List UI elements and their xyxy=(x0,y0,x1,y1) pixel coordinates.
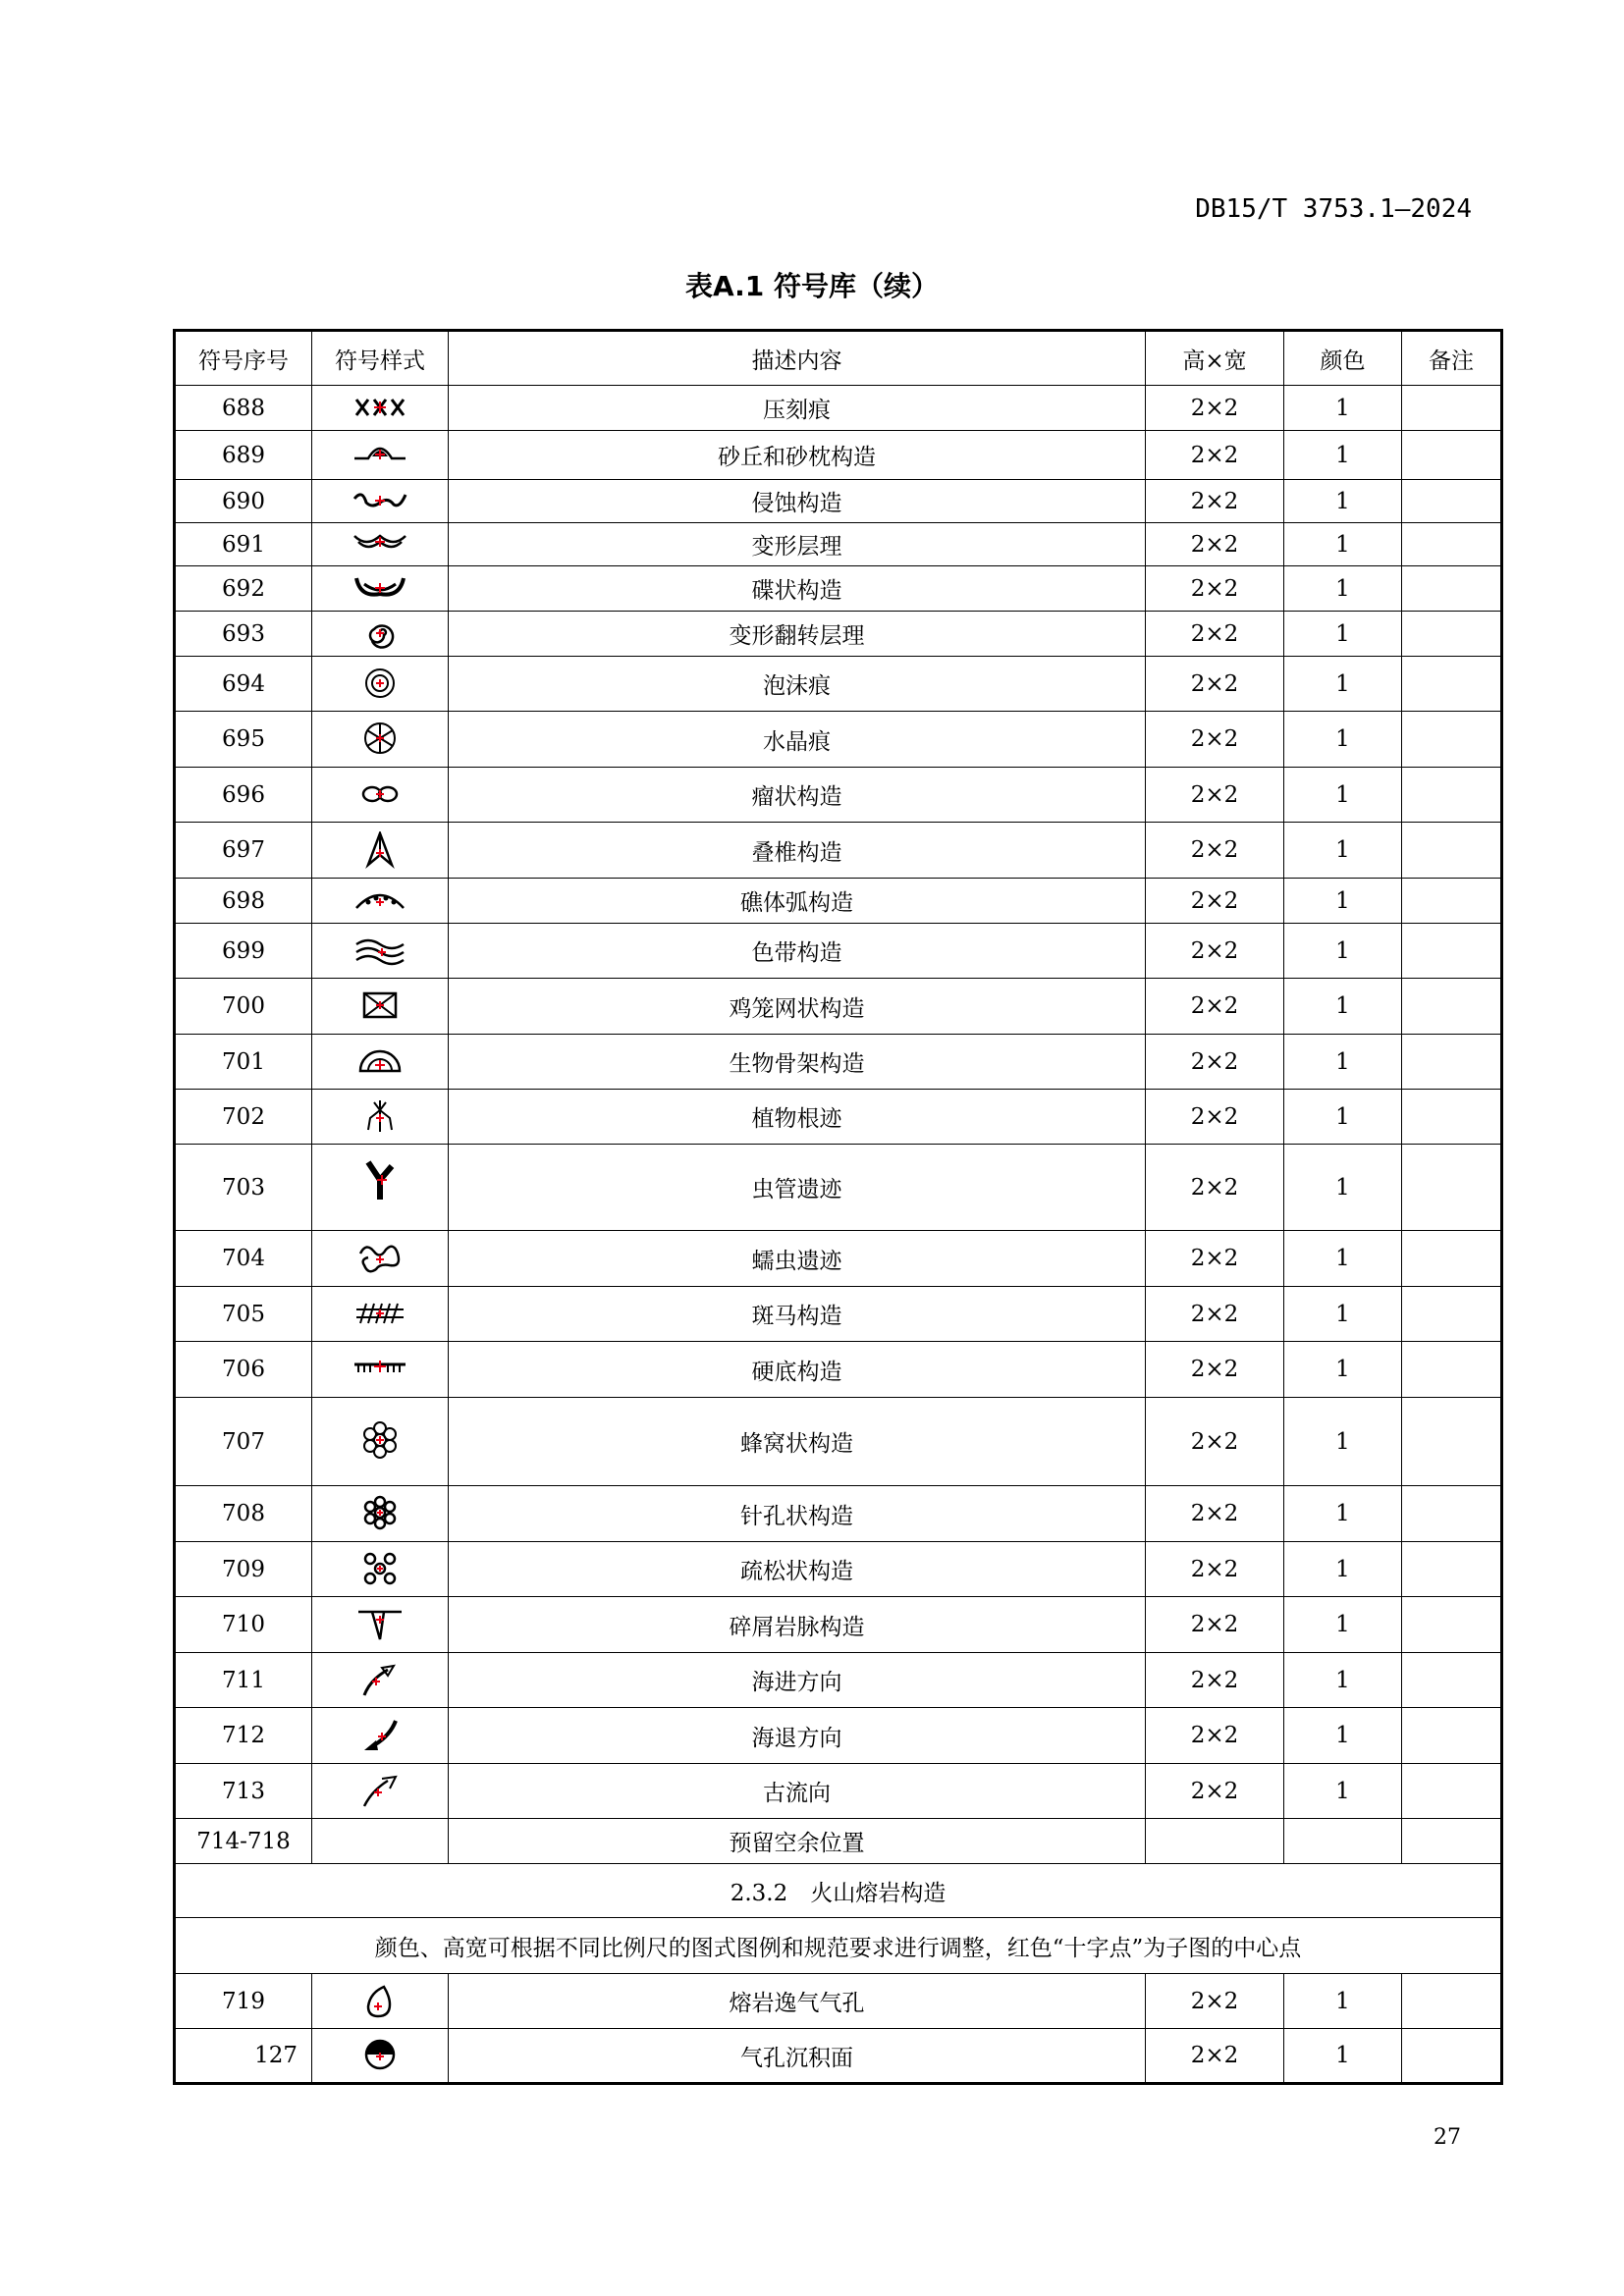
symbol-id: 699 xyxy=(175,924,312,979)
symbol-color: 1 xyxy=(1284,1287,1402,1342)
symbol-remark xyxy=(1402,1708,1502,1764)
symbol-remark xyxy=(1402,1090,1502,1145)
document-code: DB15/T 3753.1—2024 xyxy=(1195,194,1472,224)
symbol-color: 1 xyxy=(1284,480,1402,523)
table-row xyxy=(175,712,1502,768)
color-band-icon xyxy=(351,933,409,970)
symbol-style xyxy=(312,523,449,566)
symbol-remark xyxy=(1402,612,1502,657)
symbol-size: 2×2 xyxy=(1146,612,1284,657)
worm-tube-icon xyxy=(351,1158,409,1217)
symbol-remark xyxy=(1402,1819,1502,1864)
symbol-size: 2×2 xyxy=(1146,924,1284,979)
symbol-remark xyxy=(1402,1342,1502,1398)
symbol-description: 气孔沉积面 xyxy=(449,2029,1146,2084)
symbol-style xyxy=(312,1819,449,1864)
symbol-size: 2×2 xyxy=(1146,823,1284,879)
symbol-remark xyxy=(1402,480,1502,523)
spiral-icon xyxy=(351,615,409,653)
symbol-color: 1 xyxy=(1284,2029,1402,2084)
crystal-icon xyxy=(351,721,409,758)
column-header-symbol: 符号样式 xyxy=(312,331,449,386)
symbol-description: 海进方向 xyxy=(449,1653,1146,1708)
symbol-size: 2×2 xyxy=(1146,879,1284,924)
table-row xyxy=(175,386,1502,431)
erosion-icon xyxy=(351,483,409,520)
symbol-remark xyxy=(1402,1231,1502,1287)
symbol-color: 1 xyxy=(1284,566,1402,612)
symbol-description: 压刻痕 xyxy=(449,386,1146,431)
symbol-style xyxy=(312,2029,449,2084)
symbol-remark xyxy=(1402,1764,1502,1819)
symbol-remark xyxy=(1402,979,1502,1035)
symbol-remark xyxy=(1402,924,1502,979)
symbol-style xyxy=(312,566,449,612)
symbol-color: 1 xyxy=(1284,1231,1402,1287)
symbol-color: 1 xyxy=(1284,1708,1402,1764)
symbol-color: 1 xyxy=(1284,386,1402,431)
table-row xyxy=(175,1231,1502,1287)
root-icon xyxy=(351,1098,409,1136)
hardground-icon xyxy=(351,1351,409,1388)
table-row xyxy=(175,1342,1502,1398)
symbol-style xyxy=(312,1231,449,1287)
symbol-size: 2×2 xyxy=(1146,768,1284,823)
symbol-description: 碟状构造 xyxy=(449,566,1146,612)
symbol-remark xyxy=(1402,1974,1502,2029)
symbol-color: 1 xyxy=(1284,523,1402,566)
symbol-size: 2×2 xyxy=(1146,1231,1284,1287)
symbol-remark xyxy=(1402,1597,1502,1653)
symbol-style xyxy=(312,1708,449,1764)
table-row xyxy=(175,1035,1502,1090)
symbol-description: 植物根迹 xyxy=(449,1090,1146,1145)
foam-icon xyxy=(351,666,409,703)
symbol-remark xyxy=(1402,712,1502,768)
symbol-style xyxy=(312,768,449,823)
symbol-id: 713 xyxy=(175,1764,312,1819)
table-row xyxy=(175,1287,1502,1342)
symbol-size: 2×2 xyxy=(1146,1653,1284,1708)
symbol-description: 水晶痕 xyxy=(449,712,1146,768)
symbol-id: 695 xyxy=(175,712,312,768)
symbol-style xyxy=(312,1542,449,1597)
symbol-id: 707 xyxy=(175,1398,312,1486)
symbol-description: 蜂窝状构造 xyxy=(449,1398,1146,1486)
symbol-size: 2×2 xyxy=(1146,566,1284,612)
symbol-remark xyxy=(1402,1035,1502,1090)
clastic-dike-icon xyxy=(351,1606,409,1643)
symbol-remark xyxy=(1402,1287,1502,1342)
symbol-id: 689 xyxy=(175,431,312,480)
symbol-size: 2×2 xyxy=(1146,1090,1284,1145)
symbol-size: 2×2 xyxy=(1146,1287,1284,1342)
table-row xyxy=(175,1708,1502,1764)
table-row xyxy=(175,1653,1502,1708)
honeycomb-icon xyxy=(351,1418,409,1466)
table-row xyxy=(175,566,1502,612)
symbol-description: 砂丘和砂枕构造 xyxy=(449,431,1146,480)
symbol-remark xyxy=(1402,386,1502,431)
symbol-color: 1 xyxy=(1284,924,1402,979)
paleocurrent-arrow-icon xyxy=(351,1773,409,1810)
symbol-style xyxy=(312,823,449,879)
symbol-id: 706 xyxy=(175,1342,312,1398)
worm-trace-icon xyxy=(351,1240,409,1277)
symbol-color: 1 xyxy=(1284,879,1402,924)
bio-frame-icon xyxy=(351,1043,409,1081)
section-heading: 2.3.2 火山熔岩构造 xyxy=(175,1864,1502,1918)
symbol-color xyxy=(1284,1819,1402,1864)
symbol-remark xyxy=(1402,657,1502,712)
symbol-color: 1 xyxy=(1284,657,1402,712)
symbol-id: 700 xyxy=(175,979,312,1035)
symbol-description: 侵蚀构造 xyxy=(449,480,1146,523)
lava-vesicle-icon xyxy=(351,1983,409,2020)
symbol-id: 702 xyxy=(175,1090,312,1145)
symbol-description: 熔岩逸气气孔 xyxy=(449,1974,1146,2029)
regression-arrow-icon xyxy=(351,1717,409,1754)
symbol-size: 2×2 xyxy=(1146,1542,1284,1597)
table-row xyxy=(175,480,1502,523)
symbol-style xyxy=(312,1764,449,1819)
symbol-id: 694 xyxy=(175,657,312,712)
page-number: 27 xyxy=(1434,2125,1461,2150)
symbol-size: 2×2 xyxy=(1146,480,1284,523)
section-heading-row xyxy=(175,1864,1502,1918)
table-row xyxy=(175,1764,1502,1819)
symbol-description: 碎屑岩脉构造 xyxy=(449,1597,1146,1653)
symbol-description: 虫管遗迹 xyxy=(449,1145,1146,1231)
symbol-description: 鸡笼网状构造 xyxy=(449,979,1146,1035)
symbol-style xyxy=(312,1398,449,1486)
symbol-color: 1 xyxy=(1284,1090,1402,1145)
symbol-id: 691 xyxy=(175,523,312,566)
zebra-icon xyxy=(351,1296,409,1333)
symbol-style xyxy=(312,386,449,431)
symbol-remark xyxy=(1402,823,1502,879)
column-header-remark: 备注 xyxy=(1402,331,1502,386)
symbol-style xyxy=(312,1287,449,1342)
symbol-remark xyxy=(1402,2029,1502,2084)
table-row xyxy=(175,1597,1502,1653)
symbol-description: 变形翻转层理 xyxy=(449,612,1146,657)
symbol-size: 2×2 xyxy=(1146,1035,1284,1090)
symbol-size: 2×2 xyxy=(1146,712,1284,768)
table-row xyxy=(175,1974,1502,2029)
transgression-arrow-icon xyxy=(351,1662,409,1699)
symbol-id: 697 xyxy=(175,823,312,879)
xxx-icon xyxy=(351,390,409,427)
symbol-description: 疏松状构造 xyxy=(449,1542,1146,1597)
nodule-icon xyxy=(351,776,409,814)
symbol-color: 1 xyxy=(1284,1597,1402,1653)
symbol-remark xyxy=(1402,1486,1502,1542)
symbol-id: 719 xyxy=(175,1974,312,2029)
symbol-id: 711 xyxy=(175,1653,312,1708)
symbol-style xyxy=(312,1090,449,1145)
symbol-id: 712 xyxy=(175,1708,312,1764)
symbol-color: 1 xyxy=(1284,612,1402,657)
symbol-description: 预留空余位置 xyxy=(449,1819,1146,1864)
symbol-remark xyxy=(1402,1653,1502,1708)
symbol-id: 710 xyxy=(175,1597,312,1653)
symbol-id: 693 xyxy=(175,612,312,657)
table-row xyxy=(175,768,1502,823)
symbol-remark xyxy=(1402,879,1502,924)
symbol-size: 2×2 xyxy=(1146,657,1284,712)
symbol-style xyxy=(312,612,449,657)
symbol-description: 瘤状构造 xyxy=(449,768,1146,823)
symbol-size: 2×2 xyxy=(1146,523,1284,566)
symbol-style xyxy=(312,979,449,1035)
symbol-color: 1 xyxy=(1284,1764,1402,1819)
symbol-size: 2×2 xyxy=(1146,979,1284,1035)
table-row xyxy=(175,523,1502,566)
symbol-id: 704 xyxy=(175,1231,312,1287)
table-row xyxy=(175,1398,1502,1486)
column-header-size: 高×宽 xyxy=(1146,331,1284,386)
symbol-style xyxy=(312,1145,449,1231)
symbol-style xyxy=(312,1597,449,1653)
symbol-size xyxy=(1146,1819,1284,1864)
symbol-style xyxy=(312,1653,449,1708)
symbol-color: 1 xyxy=(1284,768,1402,823)
symbol-style xyxy=(312,1035,449,1090)
symbol-color: 1 xyxy=(1284,1035,1402,1090)
table-row xyxy=(175,924,1502,979)
symbol-id: 708 xyxy=(175,1486,312,1542)
symbol-style xyxy=(312,1974,449,2029)
symbol-size: 2×2 xyxy=(1146,1597,1284,1653)
symbol-description: 蠕虫遗迹 xyxy=(449,1231,1146,1287)
symbol-style xyxy=(312,1342,449,1398)
symbol-id: 703 xyxy=(175,1145,312,1231)
symbol-size: 2×2 xyxy=(1146,1764,1284,1819)
table-row xyxy=(175,1486,1502,1542)
column-header-id: 符号序号 xyxy=(175,331,312,386)
symbol-description: 斑马构造 xyxy=(449,1287,1146,1342)
symbol-id: 690 xyxy=(175,480,312,523)
symbol-id: 701 xyxy=(175,1035,312,1090)
symbol-size: 2×2 xyxy=(1146,1398,1284,1486)
section-note: 颜色、高宽可根据不同比例尺的图式图例和规范要求进行调整，红色“十字点”为子图的中心点 xyxy=(175,1918,1502,1974)
symbol-style xyxy=(312,879,449,924)
loose-icon xyxy=(351,1551,409,1588)
symbol-size: 2×2 xyxy=(1146,1974,1284,2029)
symbol-color: 1 xyxy=(1284,431,1402,480)
symbol-color: 1 xyxy=(1284,1398,1402,1486)
table-row xyxy=(175,1542,1502,1597)
symbol-id: 688 xyxy=(175,386,312,431)
table-row xyxy=(175,657,1502,712)
symbol-id: 709 xyxy=(175,1542,312,1597)
symbol-id: 698 xyxy=(175,879,312,924)
symbol-description: 叠椎构造 xyxy=(449,823,1146,879)
symbol-remark xyxy=(1402,566,1502,612)
symbol-color: 1 xyxy=(1284,1974,1402,2029)
symbol-description: 礁体弧构造 xyxy=(449,879,1146,924)
symbol-description: 古流向 xyxy=(449,1764,1146,1819)
symbol-remark xyxy=(1402,523,1502,566)
table-row xyxy=(175,1090,1502,1145)
dune-icon xyxy=(351,437,409,474)
symbol-size: 2×2 xyxy=(1146,1342,1284,1398)
symbol-description: 色带构造 xyxy=(449,924,1146,979)
symbol-size: 2×2 xyxy=(1146,1708,1284,1764)
symbol-style xyxy=(312,924,449,979)
symbol-size: 2×2 xyxy=(1146,386,1284,431)
table-row xyxy=(175,612,1502,657)
symbol-remark xyxy=(1402,1145,1502,1231)
reef-arc-icon xyxy=(351,882,409,920)
symbol-style xyxy=(312,1486,449,1542)
symbol-color: 1 xyxy=(1284,1653,1402,1708)
table-row xyxy=(175,879,1502,924)
symbol-style xyxy=(312,712,449,768)
symbol-description: 生物骨架构造 xyxy=(449,1035,1146,1090)
column-header-color: 颜色 xyxy=(1284,331,1402,386)
symbol-size: 2×2 xyxy=(1146,431,1284,480)
symbol-color: 1 xyxy=(1284,1542,1402,1597)
symbol-id: 692 xyxy=(175,566,312,612)
symbol-size: 2×2 xyxy=(1146,2029,1284,2084)
symbol-remark xyxy=(1402,768,1502,823)
symbol-id: 127 xyxy=(175,2029,312,2084)
table-row xyxy=(175,1145,1502,1231)
symbol-remark xyxy=(1402,431,1502,480)
cage-net-icon xyxy=(351,988,409,1025)
table-row xyxy=(175,823,1502,879)
symbol-description: 海退方向 xyxy=(449,1708,1146,1764)
symbol-remark xyxy=(1402,1542,1502,1597)
pinhole-icon xyxy=(351,1495,409,1532)
note-row xyxy=(175,1918,1502,1974)
symbol-description: 硬底构造 xyxy=(449,1342,1146,1398)
symbol-style xyxy=(312,480,449,523)
symbol-size: 2×2 xyxy=(1146,1486,1284,1542)
table-row xyxy=(175,979,1502,1035)
deformed-bedding-icon xyxy=(351,526,409,563)
symbol-color: 1 xyxy=(1284,823,1402,879)
symbol-style xyxy=(312,657,449,712)
symbol-color: 1 xyxy=(1284,1145,1402,1231)
symbol-id: 705 xyxy=(175,1287,312,1342)
symbol-color: 1 xyxy=(1284,712,1402,768)
cone-icon xyxy=(351,831,409,869)
symbol-color: 1 xyxy=(1284,1486,1402,1542)
symbol-description: 变形层理 xyxy=(449,523,1146,566)
symbol-color: 1 xyxy=(1284,1342,1402,1398)
symbol-size: 2×2 xyxy=(1146,1145,1284,1231)
table-row xyxy=(175,431,1502,480)
symbol-description: 针孔状构造 xyxy=(449,1486,1146,1542)
symbol-id: 714-718 xyxy=(175,1819,312,1864)
dish-icon xyxy=(351,570,409,608)
table-title: 表A.1 符号库（续） xyxy=(684,270,940,302)
half-circle-icon xyxy=(351,2037,409,2074)
symbol-color: 1 xyxy=(1284,979,1402,1035)
table-row xyxy=(175,2029,1502,2084)
column-header-description: 描述内容 xyxy=(449,331,1146,386)
symbol-style xyxy=(312,431,449,480)
table-row xyxy=(175,1819,1502,1864)
symbol-table xyxy=(173,329,1503,2085)
symbol-remark xyxy=(1402,1398,1502,1486)
table-header-row xyxy=(175,331,1502,386)
symbol-description: 泡沫痕 xyxy=(449,657,1146,712)
symbol-id: 696 xyxy=(175,768,312,823)
